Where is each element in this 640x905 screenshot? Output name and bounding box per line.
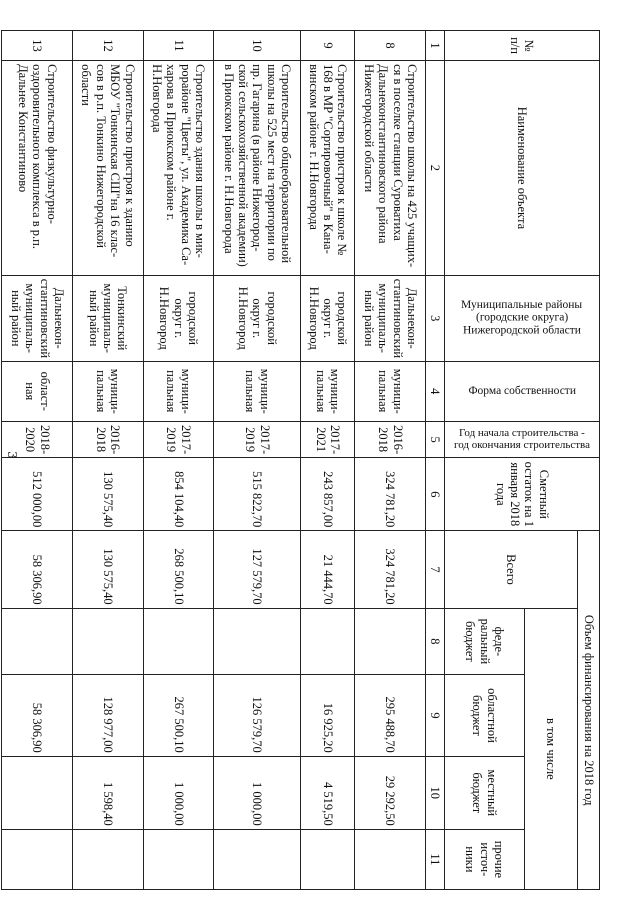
row-ownership: муници-пальная bbox=[301, 361, 355, 421]
row-object-name: Строительство общеобразовательной школы на 525 мест на территории по пр. Гагарина (в районе Нижегород-ской сельскохозяйственной академии) в Приокском районе г. Н.Новгорода bbox=[214, 61, 301, 276]
header-name: Наименование объекта bbox=[445, 61, 600, 276]
column-number: 5 bbox=[426, 421, 445, 458]
table-row bbox=[214, 31, 301, 890]
row-no: 9 bbox=[301, 31, 355, 61]
row-no: 8 bbox=[355, 31, 426, 61]
row-other bbox=[2, 829, 73, 889]
row-regional: 128 977,00 bbox=[73, 675, 144, 757]
row-object-name: Строительство пристроя к зданию МБОУ "Тонкинская СШ"на 16 клас-сов в р.п. Тонкино Нижегородской области bbox=[73, 61, 144, 276]
row-federal bbox=[2, 608, 73, 675]
row-other bbox=[143, 829, 214, 889]
header-including: в том числе bbox=[525, 608, 578, 889]
row-years: 2017-2021 bbox=[301, 421, 355, 458]
row-years: 2016-2018 bbox=[355, 421, 426, 458]
table-row bbox=[143, 31, 214, 890]
column-number-row bbox=[426, 31, 445, 890]
header-federal: феде-ральный бюджет bbox=[445, 608, 525, 675]
row-local: 1 000,00 bbox=[143, 756, 214, 829]
row-years: 2017-2019 bbox=[214, 421, 301, 458]
header-local: местный бюджет bbox=[445, 756, 525, 829]
row-federal bbox=[301, 608, 355, 675]
header-district-cell bbox=[445, 275, 600, 361]
header-ownership-cell bbox=[445, 361, 600, 421]
row-no: 11 bbox=[143, 31, 214, 61]
row-district: городской округ г. Н.Новгород bbox=[301, 275, 355, 361]
row-ownership: муници-пальная bbox=[214, 361, 301, 421]
row-federal bbox=[143, 608, 214, 675]
column-number: 8 bbox=[426, 608, 445, 675]
header-district: Муниципальные районы (городские округа) Нижегородской области bbox=[461, 299, 583, 337]
row-federal bbox=[73, 608, 144, 675]
row-other bbox=[355, 829, 426, 889]
header-years: Год начала строительства - год окончания строительства bbox=[454, 427, 590, 452]
header-other: прочие источ-ники bbox=[445, 829, 525, 889]
row-other bbox=[214, 829, 301, 889]
row-no: 13 bbox=[2, 31, 73, 61]
column-number: 10 bbox=[426, 756, 445, 829]
row-local: 4 519,50 bbox=[301, 756, 355, 829]
table-row bbox=[73, 31, 144, 890]
column-number: 4 bbox=[426, 361, 445, 421]
header-remaining: Сметный остаток на 1 января 2018 года bbox=[445, 458, 600, 531]
funding-table bbox=[1, 30, 600, 890]
row-regional: 16 925,20 bbox=[301, 675, 355, 757]
column-number: 11 bbox=[426, 829, 445, 889]
rotated-page bbox=[8, 30, 600, 890]
page-number: 3 bbox=[5, 451, 19, 459]
row-local bbox=[2, 756, 73, 829]
row-federal bbox=[214, 608, 301, 675]
row-total: 58 306,90 bbox=[2, 531, 73, 608]
row-ownership: муници-пальная bbox=[73, 361, 144, 421]
header-ownership: Форма собственности bbox=[468, 384, 576, 397]
row-total: 324 781,20 bbox=[355, 531, 426, 608]
column-number: 1 bbox=[426, 31, 445, 61]
row-remaining: 130 575,40 bbox=[73, 458, 144, 531]
row-years: 2017-2019 bbox=[143, 421, 214, 458]
row-no: 12 bbox=[73, 31, 144, 61]
header-total: Всего bbox=[445, 531, 578, 608]
header-no: № п/п bbox=[445, 31, 600, 61]
row-regional: 295 488,70 bbox=[355, 675, 426, 757]
row-remaining: 854 104,40 bbox=[143, 458, 214, 531]
row-remaining: 243 857,00 bbox=[301, 458, 355, 531]
row-total: 130 575,40 bbox=[73, 531, 144, 608]
column-number: 6 bbox=[426, 458, 445, 531]
row-district: Тонкинский муниципаль-ный район bbox=[73, 275, 144, 361]
row-ownership: муници-пальная bbox=[355, 361, 426, 421]
row-object-name: Строительство физкультурно-оздоровительного комплекса в р.п. Дальнее Константиново bbox=[2, 61, 73, 276]
header-regional: областной бюджет bbox=[445, 675, 525, 757]
table-row bbox=[301, 31, 355, 890]
row-district: Дальнекон-стантиновский муниципаль-ный район bbox=[355, 275, 426, 361]
row-no: 10 bbox=[214, 31, 301, 61]
row-years: 2018-2020 bbox=[2, 421, 73, 458]
row-other bbox=[301, 829, 355, 889]
row-district: городской округ г. Н.Новгород bbox=[214, 275, 301, 361]
row-ownership: муници-пальная bbox=[143, 361, 214, 421]
row-ownership: област-ная bbox=[2, 361, 73, 421]
row-years: 2016-2018 bbox=[73, 421, 144, 458]
table-row bbox=[2, 31, 73, 890]
row-total: 21 444,70 bbox=[301, 531, 355, 608]
row-federal bbox=[355, 608, 426, 675]
column-number: 2 bbox=[426, 61, 445, 276]
column-number: 7 bbox=[426, 531, 445, 608]
row-regional: 126 579,70 bbox=[214, 675, 301, 757]
column-number: 3 bbox=[426, 275, 445, 361]
column-number: 9 bbox=[426, 675, 445, 757]
table-row bbox=[355, 31, 426, 890]
row-object-name: Строительство здания школы в мик-рорайоне "Цветы", ул. Академика Са-харова в Приокском районе г. Н.Новгорода bbox=[143, 61, 214, 276]
row-district: Дальнекон-стантиновский муниципаль-ный район bbox=[2, 275, 73, 361]
row-total: 268 500,10 bbox=[143, 531, 214, 608]
row-remaining: 512 000,00 bbox=[2, 458, 73, 531]
row-local: 29 292,50 bbox=[355, 756, 426, 829]
row-local: 1 598,40 bbox=[73, 756, 144, 829]
row-object-name: Строительство пристроя к школе № 168 в МР "Сортировочный" в Кана-винском районе г. Н.Новгорода bbox=[301, 61, 355, 276]
header-years-cell bbox=[445, 421, 600, 458]
row-regional: 267 500,10 bbox=[143, 675, 214, 757]
row-remaining: 515 822,70 bbox=[214, 458, 301, 531]
header-funding-group: Объем финансирования на 2018 год bbox=[578, 531, 600, 890]
row-object-name: Строительство школы на 425 учащих-ся в поселке станции Суроватиха Дальнеконстантиновского района Нижегородской области bbox=[355, 61, 426, 276]
row-regional: 58 306,90 bbox=[2, 675, 73, 757]
row-district: городской округ г. Н.Новгород bbox=[143, 275, 214, 361]
row-total: 127 579,70 bbox=[214, 531, 301, 608]
row-local: 1 000,00 bbox=[214, 756, 301, 829]
row-remaining: 324 781,20 bbox=[355, 458, 426, 531]
row-other bbox=[73, 829, 144, 889]
